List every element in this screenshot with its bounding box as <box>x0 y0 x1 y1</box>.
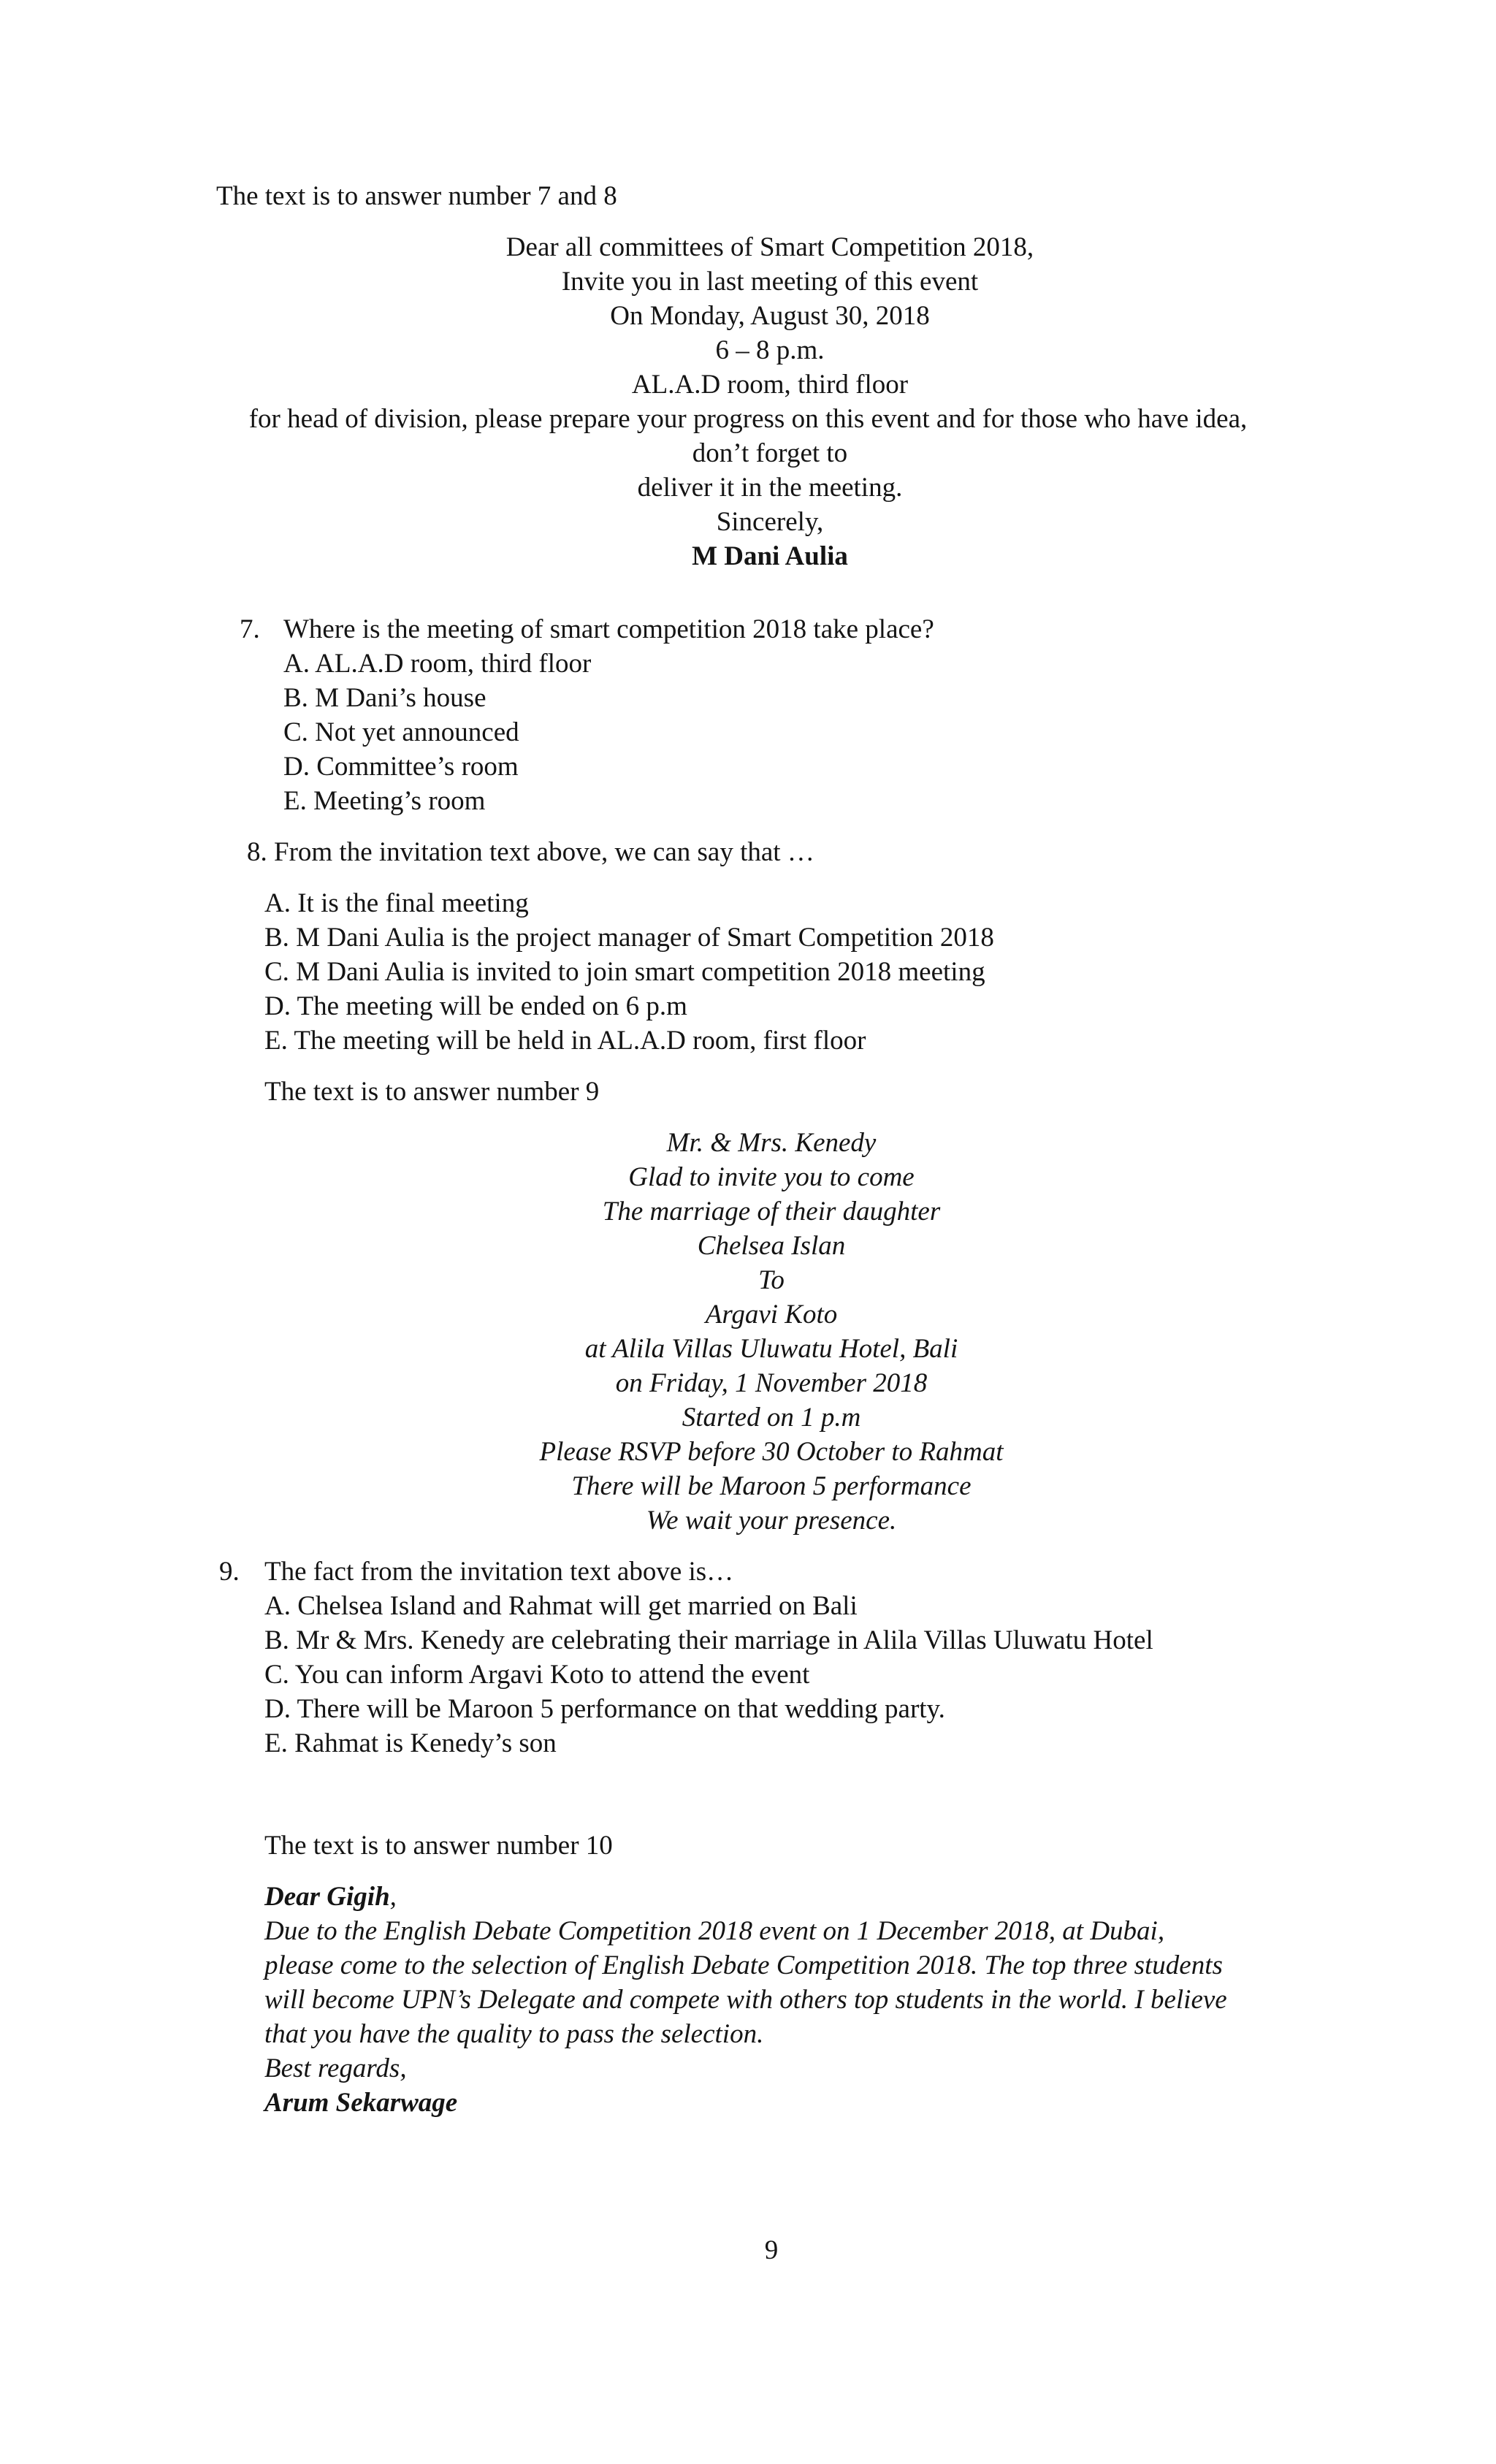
invitation-line: There will be Maroon 5 performance <box>571 1471 972 1501</box>
section-intro-9: The text is to answer number 9 <box>264 1077 600 1107</box>
answer-option-b: B. M Dani Aulia is the project manager of Smart Competition 2018 <box>264 923 994 953</box>
answer-option-e: E. Rahmat is Kenedy’s son <box>264 1728 557 1758</box>
answer-option-d: D. The meeting will be ended on 6 p.m <box>264 991 687 1021</box>
letter-line: Sincerely, <box>716 507 824 537</box>
letter-line: On Monday, August 30, 2018 <box>610 301 930 331</box>
invitation-line: The marriage of their daughter <box>602 1197 941 1227</box>
letter-body-line: that you have the quality to pass the selection. <box>264 2019 764 2049</box>
letter-body-line: Best regards, <box>264 2053 407 2083</box>
letter-signature: Arum Sekarwage <box>264 2088 458 2118</box>
answer-option-c: C. Not yet announced <box>283 717 519 747</box>
invitation-line: To <box>758 1265 785 1295</box>
question-number: 7. <box>240 614 260 644</box>
letter-line: AL.A.D room, third floor <box>631 370 909 400</box>
answer-option-e: E. The meeting will be held in AL.A.D room, first floor <box>264 1026 866 1056</box>
answer-option-a: A. Chelsea Island and Rahmat will get married on Bali <box>264 1591 858 1621</box>
letter-body-line: Due to the English Debate Competition 2018 event on 1 December 2018, at Dubai, <box>264 1916 1165 1946</box>
letter-line: don’t forget to <box>692 438 848 468</box>
invitation-line: at Alila Villas Uluwatu Hotel, Bali <box>584 1334 958 1364</box>
question-text: The fact from the invitation text above is… <box>264 1557 734 1587</box>
answer-option-c: C. M Dani Aulia is invited to join smart competition 2018 meeting <box>264 957 985 987</box>
section-intro-10: The text is to answer number 10 <box>264 1831 613 1861</box>
invitation-line: Argavi Koto <box>705 1300 838 1330</box>
letter-line: for head of division, please prepare your progress on this event and for those who have idea, <box>248 404 1248 434</box>
letter-line: deliver it in the meeting. <box>637 473 903 503</box>
letter-line: Invite you in last meeting of this event <box>561 267 979 297</box>
question-text: Where is the meeting of smart competition 2018 take place? <box>283 614 934 644</box>
answer-option-a: A. AL.A.D room, third floor <box>283 649 592 679</box>
letter-line: 6 – 8 p.m. <box>715 335 825 365</box>
invitation-line: Started on 1 p.m <box>682 1403 861 1433</box>
answer-option-d: D. There will be Maroon 5 performance on that wedding party. <box>264 1694 945 1724</box>
invitation-line: Mr. & Mrs. Kenedy <box>666 1128 877 1158</box>
question-text: 8. From the invitation text above, we can say that … <box>247 837 814 867</box>
letter-body-line: will become UPN’s Delegate and compete with others top students in the world. I believe <box>264 1985 1227 2015</box>
letter-line: Dear all committees of Smart Competition 2018, <box>505 232 1034 262</box>
page-number: 9 <box>764 2235 779 2265</box>
salutation-comma: , <box>389 1882 397 1912</box>
invitation-line: We wait your presence. <box>646 1506 897 1536</box>
invitation-line: on Friday, 1 November 2018 <box>615 1368 928 1398</box>
letter-body-line: please come to the selection of English Debate Competition 2018. The top three students <box>264 1950 1223 1980</box>
salutation-name: Dear Gigih <box>264 1882 390 1912</box>
letter-signature: M Dani Aulia <box>692 541 848 571</box>
answer-option-d: D. Committee’s room <box>283 752 519 782</box>
answer-option-c: C. You can inform Argavi Koto to attend the event <box>264 1660 810 1690</box>
answer-option-b: B. M Dani’s house <box>283 683 486 713</box>
answer-option-b: B. Mr & Mrs. Kenedy are celebrating their marriage in Alila Villas Uluwatu Hotel <box>264 1625 1153 1655</box>
invitation-line: Chelsea Islan <box>697 1231 846 1261</box>
section-intro-7-8: The text is to answer number 7 and 8 <box>216 181 617 211</box>
answer-option-a: A. It is the final meeting <box>264 888 529 918</box>
answer-option-e: E. Meeting’s room <box>283 786 486 816</box>
question-number: 9. <box>219 1557 240 1587</box>
invitation-line: Please RSVP before 30 October to Rahmat <box>539 1437 1004 1467</box>
letter-salutation <box>264 1883 397 1910</box>
invitation-line: Glad to invite you to come <box>628 1162 915 1192</box>
